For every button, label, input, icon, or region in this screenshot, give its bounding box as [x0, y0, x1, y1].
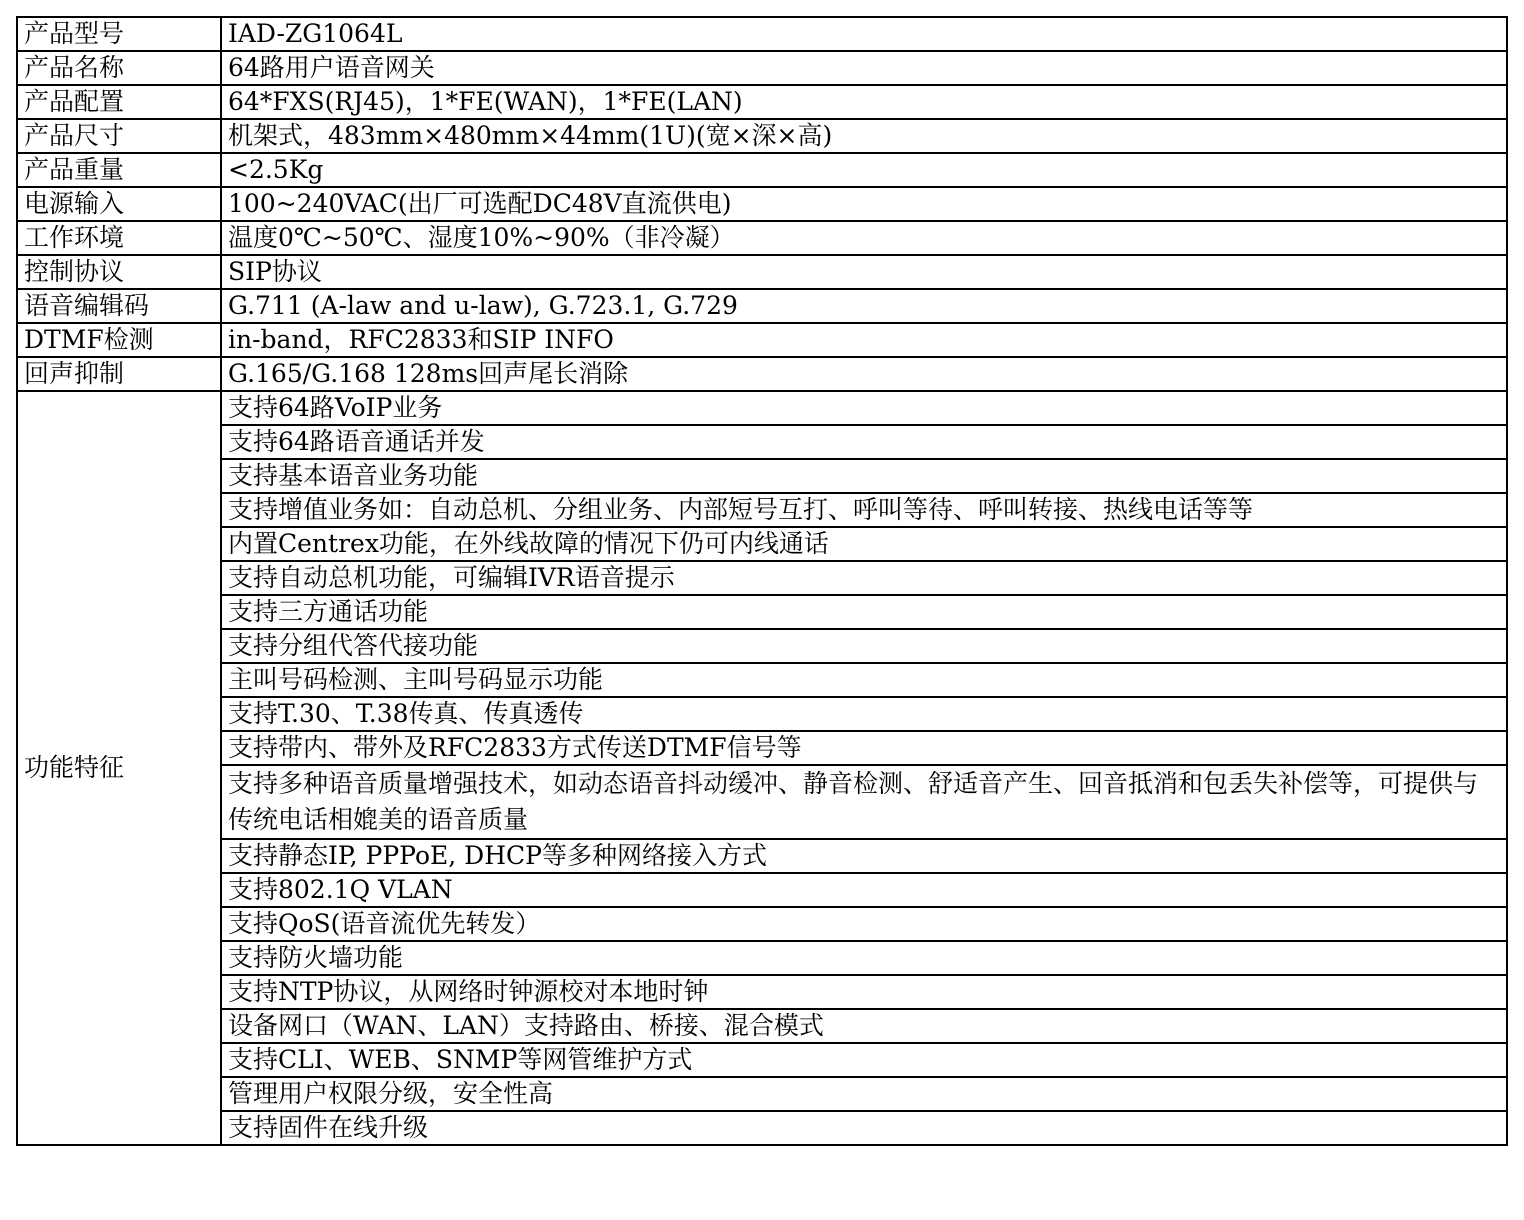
feature-item: 内置Centrex功能，在外线故障的情况下仍可内线通话 — [221, 527, 1507, 561]
spec-value: G.165/G.168 128ms回声尾长消除 — [221, 357, 1507, 391]
spec-value: 64*FXS(RJ45)，1*FE(WAN)，1*FE(LAN) — [221, 85, 1507, 119]
spec-row — [17, 17, 1507, 51]
spec-row — [17, 119, 1507, 153]
feature-item: 支持增值业务如：自动总机、分组业务、内部短号互打、呼叫等待、呼叫转接、热线电话等等 — [221, 493, 1507, 527]
feature-row — [17, 527, 1507, 561]
spec-row — [17, 357, 1507, 391]
spec-row — [17, 323, 1507, 357]
spec-value: 64路用户语音网关 — [221, 51, 1507, 85]
spec-label: 产品重量 — [17, 153, 221, 187]
feature-item: 支持自动总机功能，可编辑IVR语音提示 — [221, 561, 1507, 595]
feature-item: 设备网口（WAN、LAN）支持路由、桥接、混合模式 — [221, 1009, 1507, 1043]
spec-row — [17, 51, 1507, 85]
feature-item: 支持基本语音业务功能 — [221, 459, 1507, 493]
feature-item: 管理用户权限分级，安全性高 — [221, 1077, 1507, 1111]
spec-label: 产品型号 — [17, 17, 221, 51]
feature-item: 支持64路语音通话并发 — [221, 425, 1507, 459]
spec-value: 100~240VAC(出厂可选配DC48V直流供电) — [221, 187, 1507, 221]
spec-row — [17, 85, 1507, 119]
feature-row — [17, 391, 1507, 425]
spec-table-body — [17, 17, 1507, 1145]
spec-label: 语音编辑码 — [17, 289, 221, 323]
feature-item: 主叫号码检测、主叫号码显示功能 — [221, 663, 1507, 697]
spec-value: SIP协议 — [221, 255, 1507, 289]
spec-row — [17, 221, 1507, 255]
feature-item: 支持NTP协议，从网络时钟源校对本地时钟 — [221, 975, 1507, 1009]
feature-row — [17, 595, 1507, 629]
feature-item: 支持带内、带外及RFC2833方式传送DTMF信号等 — [221, 731, 1507, 765]
feature-item: 支持QoS(语音流优先转发） — [221, 907, 1507, 941]
feature-item: 支持静态IP, PPPoE, DHCP等多种网络接入方式 — [221, 839, 1507, 873]
feature-row — [17, 731, 1507, 765]
feature-row — [17, 941, 1507, 975]
spec-label: DTMF检测 — [17, 323, 221, 357]
spec-value: 机架式，483mm×480mm×44mm(1U)(宽×深×高) — [221, 119, 1507, 153]
feature-row — [17, 907, 1507, 941]
feature-row — [17, 459, 1507, 493]
spec-label: 电源输入 — [17, 187, 221, 221]
feature-item: 支持T.30、T.38传真、传真透传 — [221, 697, 1507, 731]
feature-row — [17, 561, 1507, 595]
feature-item: 支持多种语音质量增强技术，如动态语音抖动缓冲、静音检测、舒适音产生、回音抵消和包丢失补偿等，可提供与传统电话相媲美的语音质量 — [221, 765, 1507, 839]
feature-item: 支持分组代答代接功能 — [221, 629, 1507, 663]
spec-label: 控制协议 — [17, 255, 221, 289]
feature-row — [17, 765, 1507, 839]
feature-row — [17, 663, 1507, 697]
spec-label: 工作环境 — [17, 221, 221, 255]
spec-label: 产品名称 — [17, 51, 221, 85]
feature-row — [17, 493, 1507, 527]
features-label: 功能特征 — [17, 391, 221, 1145]
spec-row — [17, 187, 1507, 221]
feature-item: 支持防火墙功能 — [221, 941, 1507, 975]
feature-item: 支持802.1Q VLAN — [221, 873, 1507, 907]
feature-row — [17, 975, 1507, 1009]
spec-value: IAD-ZG1064L — [221, 17, 1507, 51]
feature-row — [17, 629, 1507, 663]
feature-row — [17, 1111, 1507, 1145]
feature-row — [17, 1077, 1507, 1111]
spec-value: G.711 (A-law and u-law), G.723.1, G.729 — [221, 289, 1507, 323]
feature-item: 支持固件在线升级 — [221, 1111, 1507, 1145]
feature-item: 支持CLI、WEB、SNMP等网管维护方式 — [221, 1043, 1507, 1077]
feature-item: 支持三方通话功能 — [221, 595, 1507, 629]
spec-value: 温度0℃~50℃、湿度10%~90%（非冷凝） — [221, 221, 1507, 255]
feature-row — [17, 1043, 1507, 1077]
feature-row — [17, 697, 1507, 731]
spec-label: 回声抑制 — [17, 357, 221, 391]
feature-row — [17, 425, 1507, 459]
feature-item: 支持64路VoIP业务 — [221, 391, 1507, 425]
feature-row — [17, 839, 1507, 873]
spec-row — [17, 255, 1507, 289]
spec-label: 产品配置 — [17, 85, 221, 119]
spec-value: <2.5Kg — [221, 153, 1507, 187]
feature-row — [17, 873, 1507, 907]
spec-table — [16, 16, 1508, 1146]
spec-label: 产品尺寸 — [17, 119, 221, 153]
feature-row — [17, 1009, 1507, 1043]
spec-value: in-band，RFC2833和SIP INFO — [221, 323, 1507, 357]
spec-row — [17, 289, 1507, 323]
spec-row — [17, 153, 1507, 187]
